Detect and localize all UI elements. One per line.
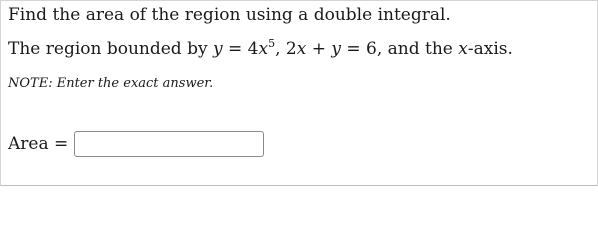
tail-end-text: -axis.	[467, 39, 513, 59]
question-instruction: Find the area of the region using a double integral.	[8, 5, 451, 25]
eq2-rhs: = 6	[340, 39, 377, 59]
tail-axis-variable: x	[458, 39, 468, 59]
question-note: NOTE: Enter the exact answer.	[8, 76, 214, 91]
eq2-plus: +	[306, 39, 332, 59]
region-lead-text: The region bounded by	[8, 39, 213, 59]
question-region	[8, 39, 513, 59]
eq1-y: y	[212, 39, 223, 59]
equation-separator: ,	[275, 39, 286, 59]
eq1-x: x	[258, 39, 269, 59]
eq2-coefficient: 2	[285, 39, 297, 59]
answer-label: Area =	[8, 134, 69, 154]
area-answer-input[interactable]	[74, 131, 264, 157]
eq2-x: x	[296, 39, 307, 59]
eq2-y: y	[331, 39, 341, 59]
eq1-equals: = 4	[222, 39, 259, 59]
eq1-exponent: 5	[268, 37, 276, 50]
tail-lead-text: , and the	[376, 39, 459, 59]
